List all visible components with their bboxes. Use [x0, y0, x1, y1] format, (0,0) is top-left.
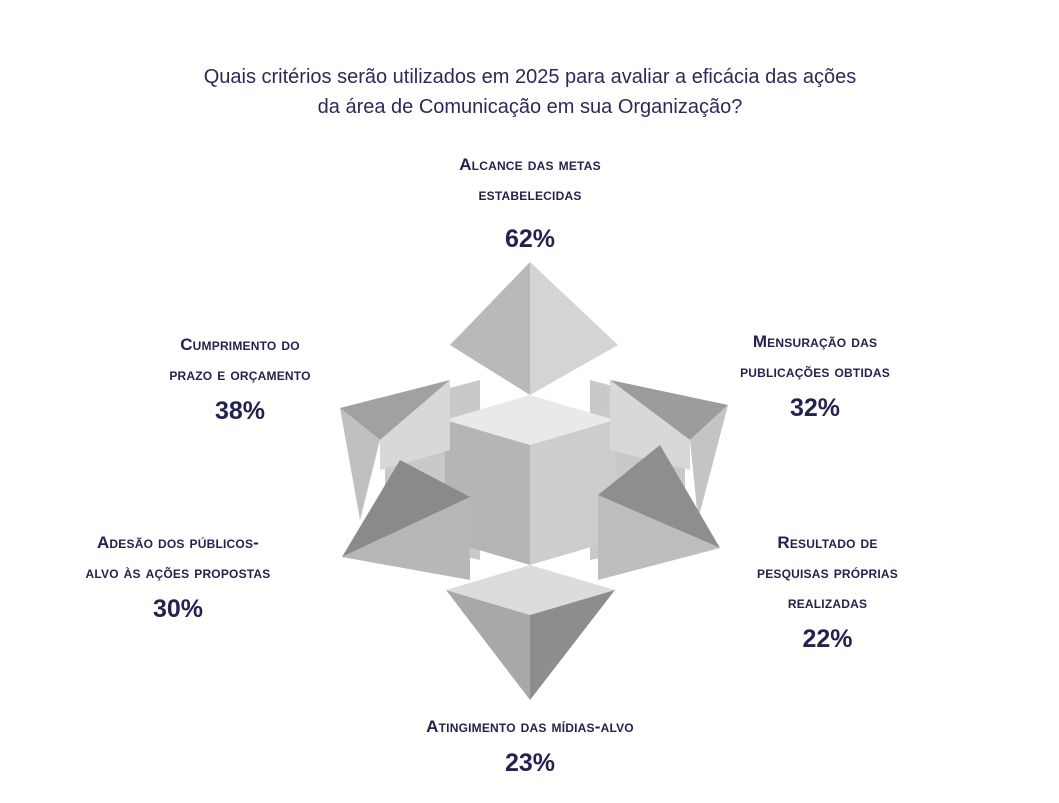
criterion-bottom: [340, 712, 720, 780]
criterion-lower-left-line-2: alvo às ações propostas: [85, 563, 271, 582]
criterion-lower-left-line-1: Adesão dos públicos-: [96, 533, 260, 552]
criterion-upper-right-line-2: publicações obtidas: [740, 362, 890, 381]
criterion-lower-right: [695, 528, 960, 656]
criterion-top: [390, 150, 670, 256]
criterion-top-percent: 62%: [504, 225, 556, 253]
criterion-lower-right-line-1: Resultado de: [777, 533, 878, 552]
pyramid-bottom-icon: [446, 565, 615, 700]
criterion-top-line-2: estabelecidas: [478, 185, 582, 204]
criterion-bottom-percent: 23%: [504, 749, 556, 777]
criterion-upper-left: [100, 330, 380, 428]
criterion-lower-right-line-2: pesquisas próprias: [756, 563, 899, 582]
pyramid-top-icon: [450, 262, 618, 395]
criterion-bottom-line-1: Atingimento das mídias-alvo: [426, 717, 634, 736]
criterion-lower-left: [18, 528, 338, 626]
criterion-lower-left-percent: 30%: [152, 595, 204, 623]
question-line-1: Quais critérios serão utilizados em 2025 para avaliar a eficácia das ações: [203, 66, 857, 88]
question-line-2: da área de Comunicação em sua Organização?: [317, 96, 743, 118]
criterion-upper-left-line-2: prazo e orçamento: [169, 365, 311, 384]
criterion-lower-right-percent: 22%: [802, 625, 853, 653]
criterion-top-line-1: Alcance das metas: [459, 155, 601, 174]
criterion-lower-right-line-3: realizadas: [787, 593, 868, 612]
criterion-upper-right-percent: 32%: [789, 394, 841, 422]
criterion-upper-left-line-1: Cumprimento do: [180, 335, 300, 354]
criterion-upper-right: [670, 327, 960, 425]
criterion-upper-left-percent: 38%: [214, 397, 266, 425]
criterion-upper-right-line-1: Mensuração das: [752, 332, 878, 351]
